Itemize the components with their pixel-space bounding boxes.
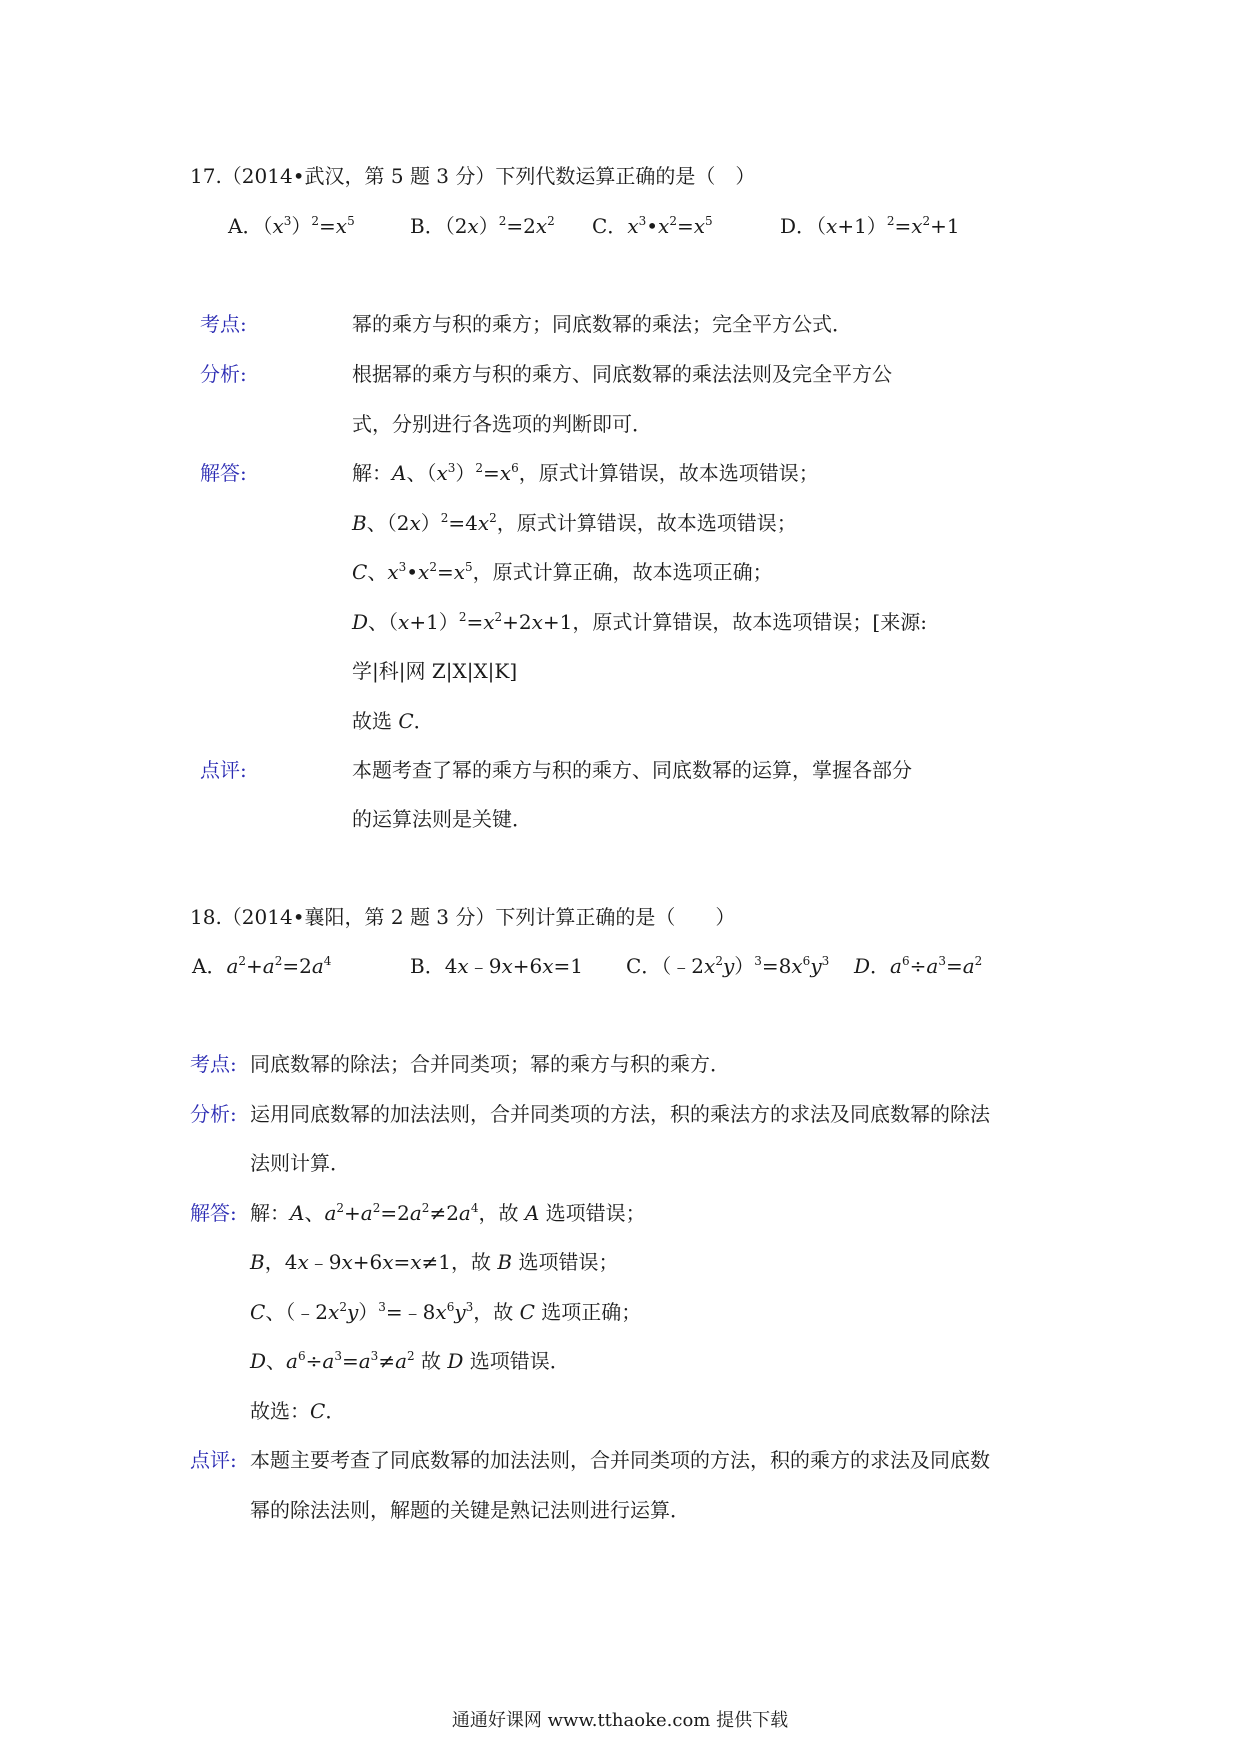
q18-option-a: A．$a^2+a^2=2a^4$: [192, 954, 332, 978]
q17-jieda-b: B、$(2x)^2=4x^2$，原式计算错误，故本选项错误；: [352, 511, 797, 535]
q18-option-d: D．$a^6\div a^3=a^2$: [854, 954, 983, 978]
q18-fenxi-line1: 运用同底数幂的加法法则，合并同类项的方法，积的乘法方的求法及同底数幂的除法: [250, 1102, 990, 1126]
q18-jieda-c: C、$(﹣2x^2y)^3=﹣8x^6y^3$，故 C 选项正确；: [250, 1300, 642, 1324]
q17-kaodian-label: 考点:: [200, 312, 247, 336]
q17-dianping-label: 点评:: [200, 758, 247, 782]
q18-option-b: B．4x﹣9x+6x=1: [410, 954, 583, 978]
q18-stem: 18.（2014•襄阳，第 2 题 3 分）下列计算正确的是（ ）: [190, 905, 736, 929]
q17-option-c: C．$x^3•x^2=x^5$: [592, 214, 713, 238]
q18-dianping-label: 点评:: [190, 1448, 237, 1472]
q17-fenxi-line2: 式，分别进行各选项的判断即可．: [352, 412, 652, 436]
q17-jieda-d: D、$(x+1)^2=x^2+2x+1$，原式计算错误，故本选项错误；[来源:: [352, 610, 927, 634]
q18-fenxi-label: 分析:: [190, 1102, 237, 1126]
q17-jieda-label: 解答:: [200, 461, 247, 485]
q17-kaodian: 幂的乘方与积的乘方；同底数幂的乘法；完全平方公式．: [352, 312, 852, 336]
q17-stem: 17.（2014•武汉，第 5 题 3 分）下列代数运算正确的是（ ）: [190, 164, 756, 188]
page-footer: 通通好课网 www.tthaoke.com 提供下载: [451, 1710, 789, 1731]
q17-jieda-source: 学|科|网 Z|X|X|K]: [352, 659, 518, 683]
q18-dianping-line1: 本题主要考查了同底数幂的加法法则，合并同类项的方法，积的乘方的求法及同底数: [250, 1448, 990, 1472]
q18-jieda-d: D、$a^6\div a^3=a^3\ne a^2$ 故 D 选项错误．: [250, 1349, 570, 1373]
q18-kaodian: 同底数幂的除法；合并同类项；幂的乘方与积的乘方．: [250, 1052, 730, 1076]
q18-fenxi-line2: 法则计算．: [250, 1151, 350, 1175]
q18-option-c: C．$(﹣2x^2y)^3=8x^6y^3$: [626, 954, 830, 978]
q17-option-a: A．$(x^3)^2=x^5$: [228, 214, 355, 238]
q17-option-d: D．$(x+1)^2=x^2+1$: [780, 214, 960, 238]
q18-jieda-choice: 故选：C．: [250, 1399, 346, 1423]
q18-jieda-b: B，4x﹣9x+6x=x≠1，故 B 选项错误；: [250, 1250, 619, 1274]
q17-jieda-a: 解：A、$(x^3)^2=x^6$，原式计算错误，故本选项错误；: [352, 461, 819, 485]
q18-kaodian-label: 考点:: [190, 1052, 237, 1076]
q18-jieda-a: 解：A、$a^2+a^2=2a^2\ne 2a^4$，故 A 选项错误；: [250, 1201, 646, 1225]
q17-option-b: B．$(2x)^2=2x^2$: [410, 214, 555, 238]
q17-fenxi-label: 分析:: [200, 362, 247, 386]
q18-jieda-label: 解答:: [190, 1201, 237, 1225]
q17-jieda-c: C、$x^3•x^2=x^5$，原式计算正确，故本选项正确；: [352, 560, 773, 584]
q18-dianping-line2: 幂的除法法则，解题的关键是熟记法则进行运算．: [250, 1498, 690, 1522]
q17-fenxi-line1: 根据幂的乘方与积的乘方、同底数幂的乘法法则及完全平方公: [352, 362, 892, 386]
q17-jieda-choice: 故选 C．: [352, 709, 434, 733]
q17-dianping-line1: 本题考查了幂的乘方与积的乘方、同底数幂的运算，掌握各部分: [352, 758, 912, 782]
q17-dianping-line2: 的运算法则是关键．: [352, 807, 532, 831]
